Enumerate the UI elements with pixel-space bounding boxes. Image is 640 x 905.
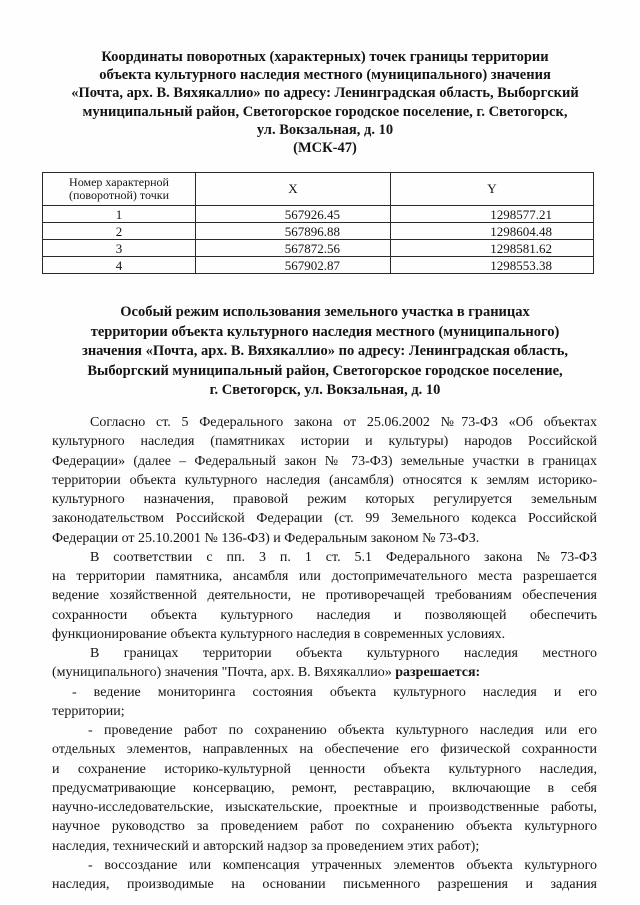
coordinates-table bbox=[42, 172, 594, 274]
title-line: значения «Почта, арх. В. Вяхякаллио» по адресу: Ленинградская область, bbox=[82, 343, 568, 359]
paragraph-line: культурного наследия (памятниках истории и культуры) народов Российской bbox=[52, 434, 597, 450]
paragraph-line: Согласно ст. 5 Федерального закона от 25.06.2002 №73-ФЗ «Об объектах bbox=[90, 415, 597, 430]
paragraph-line: научное руководство за проведением работ по сохранению объекта культурного bbox=[52, 819, 597, 835]
paragraph-line: функционирование объекта культурного наследия в современных условиях. bbox=[52, 626, 506, 642]
y-header: Y bbox=[391, 173, 594, 206]
paragraph-line: В соответствии с пп. 3 п. 1 ст. 5.1 Федерального закона №73-ФЗ bbox=[90, 549, 597, 565]
paragraph-line: на территории памятника, ансамбля или достопримечательного места разрешается bbox=[52, 569, 597, 584]
y-coordinate-cell: 1298553.38 bbox=[391, 257, 594, 274]
paragraph-line: законодательством Российской Федерации (ст. 99 Земельного кодекса Российской bbox=[52, 511, 597, 527]
paragraph-line: территории; bbox=[52, 703, 125, 719]
y-coordinate-cell: 1298581.62 bbox=[391, 240, 594, 257]
header-line: (поворотной) точки bbox=[69, 188, 169, 202]
title-line: (МСК-47) bbox=[293, 140, 357, 157]
point-number-cell: 1 bbox=[43, 206, 196, 223]
x-header: X bbox=[196, 173, 391, 206]
paragraph-line: наследия, производимые на основании письменного разрешения и задания bbox=[52, 877, 597, 892]
regime-body bbox=[52, 413, 597, 894]
x-coordinate-cell: 567902.87 bbox=[196, 257, 391, 274]
table-header-row bbox=[43, 173, 594, 206]
point-number-cell: 3 bbox=[43, 240, 196, 257]
list-item bbox=[52, 856, 597, 895]
paragraph-line: - проведение работ по сохранению объекта культурного наследия или его bbox=[88, 723, 597, 738]
paragraph bbox=[52, 548, 597, 644]
point-number-cell: 4 bbox=[43, 257, 196, 274]
paragraph-line: территории объекта культурного наследия (ансамбля) относятся к землям историко- bbox=[52, 472, 597, 488]
point-number-header bbox=[43, 173, 196, 206]
title-line: Координаты поворотных (характерных) точек границы территории bbox=[101, 49, 549, 65]
y-coordinate-cell: 1298604.48 bbox=[391, 223, 594, 240]
table-row bbox=[43, 257, 594, 274]
title-line: ул. Вокзальная, д. 10 bbox=[256, 121, 394, 138]
table-row bbox=[43, 240, 594, 257]
point-number-cell: 2 bbox=[43, 223, 196, 240]
title-line: «Почта, арх. В. Вяхякаллио» по адресу: Ленинградская область, Выборгский bbox=[71, 85, 579, 102]
paragraph-line: Федерации» (далее – Федеральный закон № 73-ФЗ) земельные участки в границах bbox=[52, 453, 597, 469]
paragraph-line: сохранности объекта культурного наследия и позволяющей обеспечить bbox=[52, 607, 597, 623]
regime-title bbox=[45, 303, 605, 401]
title-line: Особый режим использования земельного участка в границах bbox=[120, 304, 530, 320]
title-line: объекта культурного наследия местного (муниципального) значения bbox=[99, 67, 551, 84]
x-coordinate-cell: 567872.56 bbox=[196, 240, 391, 257]
paragraph-line: и сохранение историко-культурной ценности объекта культурного наследия, bbox=[52, 761, 597, 777]
paragraph-line: предусматривающие консервацию, ремонт, реставрацию, включающие в себя bbox=[52, 780, 597, 796]
table-row bbox=[43, 223, 594, 240]
title-line: муниципальный район, Светогорское городское поселение, г. Светогорск, bbox=[82, 103, 568, 120]
paragraph-line: - ведение мониторинга состояния объекта культурного наследия и его bbox=[72, 684, 597, 700]
paragraph-line: культурного назначения, правовой режим которых регулируется земельным bbox=[52, 492, 597, 507]
paragraph bbox=[52, 413, 597, 548]
paragraph-line bbox=[52, 663, 597, 682]
title-line: территории объекта культурного наследия местного (муниципального) bbox=[90, 323, 560, 340]
paragraph-line: научно-исследовательские, изыскательские, проектные и производственные работы, bbox=[52, 800, 597, 815]
x-coordinate-cell: 567896.88 bbox=[196, 223, 391, 240]
permitted-label: разрешается: bbox=[395, 665, 481, 681]
paragraph-line: наследия, технический и авторский надзор за проведением этих работ); bbox=[52, 838, 480, 854]
coordinates-title bbox=[45, 48, 605, 157]
list-item bbox=[52, 721, 597, 856]
paragraph-line: ведение хозяйственной деятельности, не противоречащей требованиям обеспечения bbox=[52, 588, 597, 604]
title-line: г. Светогорск, ул. Вокзальная, д. 10 bbox=[209, 382, 441, 398]
paragraph-line: Федерации от 25.10.2001 № 136-ФЗ) и Федеральным законом № 73-ФЗ. bbox=[52, 530, 480, 546]
paragraph-line: - воссоздание или компенсация утраченных элементов объекта культурного bbox=[88, 857, 597, 873]
permission-intro-text: (муниципального) значения "Почта, арх. В. Вяхякаллио» bbox=[52, 665, 392, 681]
paragraph bbox=[52, 644, 597, 683]
list-item bbox=[52, 683, 597, 722]
x-coordinate-cell: 567926.45 bbox=[196, 206, 391, 223]
table-row bbox=[43, 206, 594, 223]
title-line: Выборгский муниципальный район, Светогорское городское поселение, bbox=[87, 362, 563, 379]
paragraph-line: В границах территории объекта культурного наследия местного bbox=[90, 646, 597, 661]
paragraph-line: отдельных элементов, направленных на обеспечение его физической сохранности bbox=[52, 742, 597, 758]
header-line: Номер характерной bbox=[69, 175, 169, 189]
y-coordinate-cell: 1298577.21 bbox=[391, 206, 594, 223]
